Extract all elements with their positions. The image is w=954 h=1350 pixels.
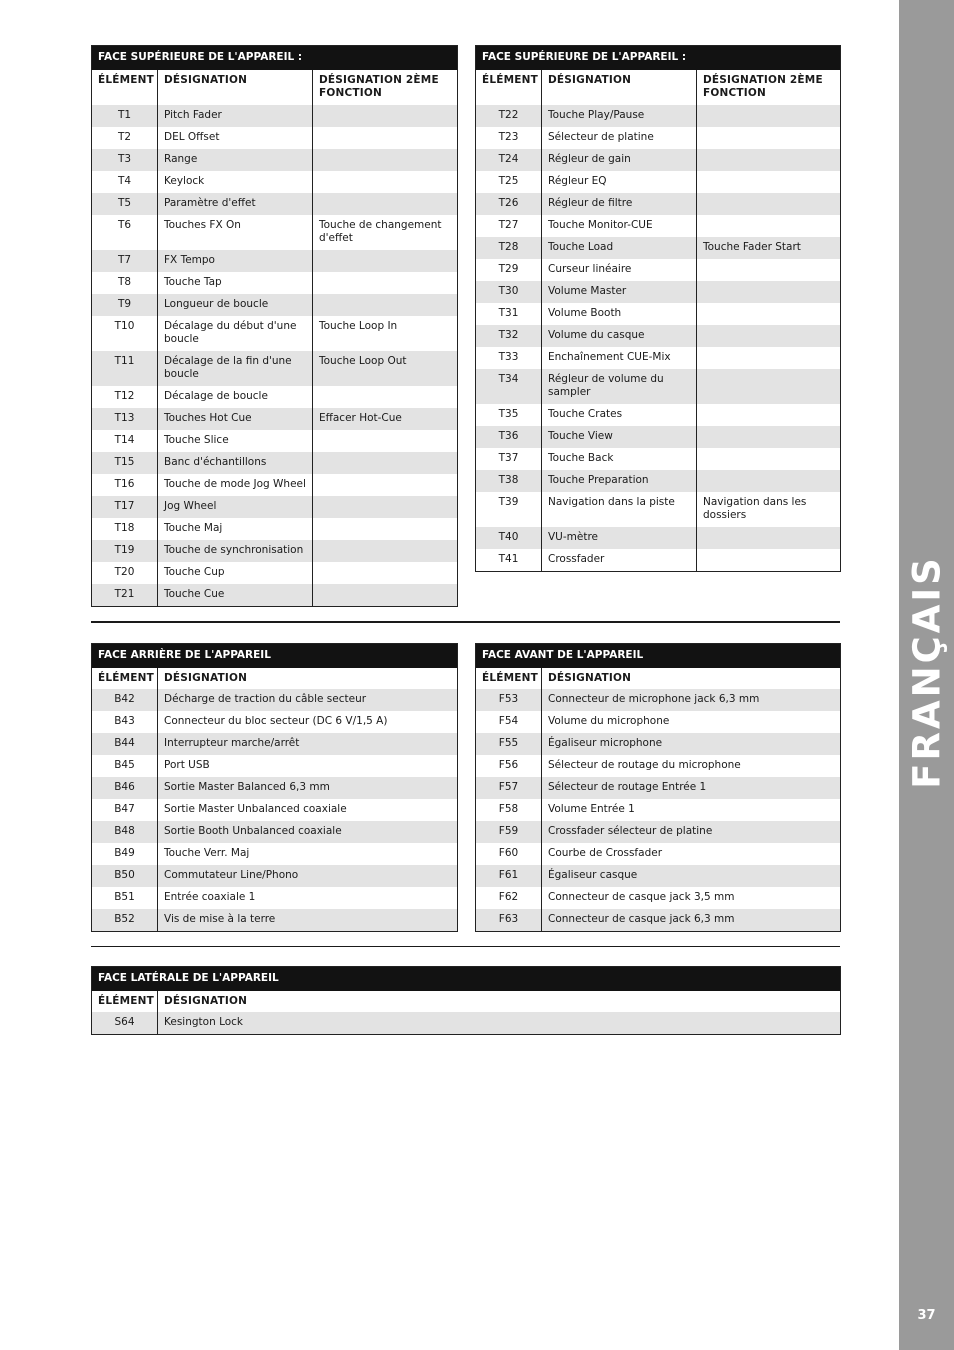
column-header-designation: DÉSIGNATION <box>158 668 458 690</box>
second-function-cell <box>697 369 841 404</box>
table-row <box>476 865 841 887</box>
element-cell: T16 <box>92 474 158 496</box>
designation-cell: Décalage de la fin d'une boucle <box>158 351 313 386</box>
element-cell: T33 <box>476 347 542 369</box>
table-row <box>92 909 458 932</box>
designation-cell: Volume du casque <box>542 325 697 347</box>
top-face-table-left <box>91 45 458 607</box>
table-row <box>476 909 841 932</box>
table-row <box>92 584 458 607</box>
table-row <box>476 711 841 733</box>
second-function-cell <box>313 294 458 316</box>
table-row <box>92 865 458 887</box>
table-title-row <box>92 46 458 70</box>
designation-cell: Paramètre d'effet <box>158 193 313 215</box>
element-cell: T8 <box>92 272 158 294</box>
element-cell: B49 <box>92 843 158 865</box>
element-cell: T38 <box>476 470 542 492</box>
designation-cell: Sélecteur de platine <box>542 127 697 149</box>
table-row <box>92 777 458 799</box>
second-function-cell <box>313 272 458 294</box>
element-cell: T26 <box>476 193 542 215</box>
second-function-cell <box>313 452 458 474</box>
section-divider <box>91 621 840 623</box>
table-row <box>92 294 458 316</box>
column-header-designation: DÉSIGNATION <box>158 991 841 1013</box>
designation-cell: Volume du microphone <box>542 711 841 733</box>
second-function-cell: Effacer Hot-Cue <box>313 408 458 430</box>
designation-cell: Pitch Fader <box>158 105 313 127</box>
element-cell: T6 <box>92 215 158 250</box>
column-header-designation: DÉSIGNATION <box>158 70 313 105</box>
designation-cell: Sortie Master Balanced 6,3 mm <box>158 777 458 799</box>
designation-cell: Connecteur de casque jack 6,3 mm <box>542 909 841 932</box>
element-cell: B52 <box>92 909 158 932</box>
element-cell: T12 <box>92 386 158 408</box>
table-title-row <box>92 644 458 668</box>
second-function-cell <box>313 584 458 607</box>
second-function-cell <box>697 259 841 281</box>
element-cell: F60 <box>476 843 542 865</box>
designation-cell: Longueur de boucle <box>158 294 313 316</box>
second-function-cell <box>313 562 458 584</box>
designation-cell: Touche Crates <box>542 404 697 426</box>
designation-cell: Sélecteur de routage Entrée 1 <box>542 777 841 799</box>
table-title-row <box>92 967 841 991</box>
second-function-cell <box>313 496 458 518</box>
designation-cell: Touche Back <box>542 448 697 470</box>
element-cell: T10 <box>92 316 158 351</box>
column-header-element: ÉLÉMENT <box>92 668 158 690</box>
table-row <box>92 711 458 733</box>
table-row <box>476 492 841 527</box>
designation-cell: Régleur de gain <box>542 149 697 171</box>
table-title-row <box>476 644 841 668</box>
rear-face-table <box>91 643 458 932</box>
designation-cell: Sortie Master Unbalanced coaxiale <box>158 799 458 821</box>
element-cell: T1 <box>92 105 158 127</box>
table-row <box>476 237 841 259</box>
element-cell: T41 <box>476 549 542 572</box>
table-row <box>476 281 841 303</box>
table-title: FACE SUPÉRIEURE DE L'APPAREIL : <box>476 46 841 70</box>
second-function-cell: Navigation dans les dossiers <box>697 492 841 527</box>
second-function-cell <box>697 281 841 303</box>
table-row <box>92 562 458 584</box>
second-function-cell: Touche Loop Out <box>313 351 458 386</box>
second-function-cell <box>313 149 458 171</box>
element-cell: T11 <box>92 351 158 386</box>
element-cell: T9 <box>92 294 158 316</box>
table-row <box>92 105 458 127</box>
table-row <box>92 316 458 351</box>
table-title: FACE ARRIÈRE DE L'APPAREIL <box>92 644 458 668</box>
designation-cell: Curseur linéaire <box>542 259 697 281</box>
table-row <box>92 149 458 171</box>
table-row <box>476 325 841 347</box>
page-number: 37 <box>917 1308 936 1323</box>
column-header-element: ÉLÉMENT <box>92 70 158 105</box>
designation-cell: Crossfader <box>542 549 697 572</box>
table-row <box>476 887 841 909</box>
element-cell: T24 <box>476 149 542 171</box>
designation-cell: Navigation dans la piste <box>542 492 697 527</box>
designation-cell: Entrée coaxiale 1 <box>158 887 458 909</box>
designation-cell: Keylock <box>158 171 313 193</box>
second-function-cell <box>313 430 458 452</box>
table-title-row <box>476 46 841 70</box>
designation-cell: Touche de synchronisation <box>158 540 313 562</box>
element-cell: T25 <box>476 171 542 193</box>
element-cell: S64 <box>92 1012 158 1035</box>
designation-cell: Volume Booth <box>542 303 697 325</box>
table-row <box>476 733 841 755</box>
designation-cell: Touche Slice <box>158 430 313 452</box>
designation-cell: Décalage du début d'une boucle <box>158 316 313 351</box>
table-row <box>476 843 841 865</box>
language-label: FRANÇAIS <box>905 555 949 789</box>
designation-cell: Crossfader sélecteur de platine <box>542 821 841 843</box>
element-cell: T31 <box>476 303 542 325</box>
element-cell: T19 <box>92 540 158 562</box>
second-function-cell <box>313 474 458 496</box>
second-function-cell <box>313 127 458 149</box>
element-cell: B50 <box>92 865 158 887</box>
designation-cell: Jog Wheel <box>158 496 313 518</box>
table-row <box>476 799 841 821</box>
table-row <box>476 215 841 237</box>
table-row <box>476 303 841 325</box>
designation-cell: Touches Hot Cue <box>158 408 313 430</box>
second-function-cell <box>697 215 841 237</box>
element-cell: F54 <box>476 711 542 733</box>
designation-cell: Touche Play/Pause <box>542 105 697 127</box>
second-function-cell <box>313 540 458 562</box>
element-cell: T30 <box>476 281 542 303</box>
second-function-cell <box>697 470 841 492</box>
designation-cell: FX Tempo <box>158 250 313 272</box>
table-row <box>476 426 841 448</box>
second-function-cell <box>697 127 841 149</box>
designation-cell: VU-mètre <box>542 527 697 549</box>
column-header-element: ÉLÉMENT <box>92 991 158 1013</box>
designation-cell: Connecteur de casque jack 3,5 mm <box>542 887 841 909</box>
table-row <box>92 430 458 452</box>
designation-cell: Régleur EQ <box>542 171 697 193</box>
designation-cell: Interrupteur marche/arrêt <box>158 733 458 755</box>
table-row <box>92 408 458 430</box>
second-function-cell <box>697 149 841 171</box>
table-row <box>476 105 841 127</box>
element-cell: T22 <box>476 105 542 127</box>
designation-cell: Égaliseur microphone <box>542 733 841 755</box>
table-row <box>476 470 841 492</box>
column-header-element: ÉLÉMENT <box>476 70 542 105</box>
second-function-cell <box>697 105 841 127</box>
designation-cell: Port USB <box>158 755 458 777</box>
second-function-cell <box>697 448 841 470</box>
column-header-designation: DÉSIGNATION <box>542 70 697 105</box>
element-cell: T5 <box>92 193 158 215</box>
second-function-cell: Touche de changement d'effet <box>313 215 458 250</box>
table-row <box>92 193 458 215</box>
element-cell: T3 <box>92 149 158 171</box>
designation-cell: Touche Tap <box>158 272 313 294</box>
table-title: FACE LATÉRALE DE L'APPAREIL <box>92 967 841 991</box>
designation-cell: Touche Preparation <box>542 470 697 492</box>
element-cell: T32 <box>476 325 542 347</box>
table-row <box>476 821 841 843</box>
front-face-table <box>475 643 841 932</box>
designation-cell: Vis de mise à la terre <box>158 909 458 932</box>
designation-cell: Enchaînement CUE-Mix <box>542 347 697 369</box>
table-row <box>476 127 841 149</box>
designation-cell: Volume Master <box>542 281 697 303</box>
element-cell: T28 <box>476 237 542 259</box>
designation-cell: Touche Maj <box>158 518 313 540</box>
designation-cell: Commutateur Line/Phono <box>158 865 458 887</box>
element-cell: T27 <box>476 215 542 237</box>
element-cell: F63 <box>476 909 542 932</box>
table-row <box>476 149 841 171</box>
element-cell: F57 <box>476 777 542 799</box>
second-function-cell <box>697 171 841 193</box>
designation-cell: Connecteur de microphone jack 6,3 mm <box>542 689 841 711</box>
element-cell: B43 <box>92 711 158 733</box>
table-row <box>476 171 841 193</box>
table-header-row <box>92 991 841 1013</box>
designation-cell: Décalage de boucle <box>158 386 313 408</box>
table-row <box>92 733 458 755</box>
second-function-cell <box>697 193 841 215</box>
designation-cell: Touche Load <box>542 237 697 259</box>
second-function-cell <box>697 426 841 448</box>
element-cell: T39 <box>476 492 542 527</box>
table-row <box>92 452 458 474</box>
table-row <box>476 755 841 777</box>
table-row <box>92 540 458 562</box>
designation-cell: Touche Monitor-CUE <box>542 215 697 237</box>
element-cell: T13 <box>92 408 158 430</box>
element-cell: F56 <box>476 755 542 777</box>
table-row <box>92 1012 841 1035</box>
element-cell: B46 <box>92 777 158 799</box>
table-row <box>92 215 458 250</box>
second-function-cell <box>313 250 458 272</box>
element-cell: B47 <box>92 799 158 821</box>
table-row <box>92 799 458 821</box>
element-cell: T40 <box>476 527 542 549</box>
designation-cell: Touche Cup <box>158 562 313 584</box>
designation-cell: Sélecteur de routage du microphone <box>542 755 841 777</box>
column-header-second-function: DÉSIGNATION 2ÈME FONCTION <box>313 70 458 105</box>
section-divider <box>91 946 840 947</box>
top-face-table-right <box>475 45 841 572</box>
designation-cell: Banc d'échantillons <box>158 452 313 474</box>
element-cell: F58 <box>476 799 542 821</box>
table-header-row <box>92 668 458 690</box>
element-cell: B45 <box>92 755 158 777</box>
table-row <box>92 474 458 496</box>
element-cell: T17 <box>92 496 158 518</box>
table-title: FACE AVANT DE L'APPAREIL <box>476 644 841 668</box>
element-cell: T7 <box>92 250 158 272</box>
second-function-cell <box>697 325 841 347</box>
side-face-table <box>91 966 841 1035</box>
designation-cell: Sortie Booth Unbalanced coaxiale <box>158 821 458 843</box>
second-function-cell <box>697 347 841 369</box>
second-function-cell <box>313 105 458 127</box>
table-row <box>476 259 841 281</box>
table-row <box>92 351 458 386</box>
designation-cell: Régleur de filtre <box>542 193 697 215</box>
designation-cell: Touche Verr. Maj <box>158 843 458 865</box>
element-cell: T36 <box>476 426 542 448</box>
table-row <box>92 127 458 149</box>
element-cell: B48 <box>92 821 158 843</box>
designation-cell: Courbe de Crossfader <box>542 843 841 865</box>
element-cell: T29 <box>476 259 542 281</box>
column-header-element: ÉLÉMENT <box>476 668 542 690</box>
element-cell: T14 <box>92 430 158 452</box>
second-function-cell <box>697 549 841 572</box>
table-row <box>92 496 458 518</box>
second-function-cell <box>697 404 841 426</box>
element-cell: T4 <box>92 171 158 193</box>
designation-cell: Régleur de volume du sampler <box>542 369 697 404</box>
table-row <box>476 777 841 799</box>
table-row <box>92 887 458 909</box>
table-row <box>92 272 458 294</box>
second-function-cell <box>313 386 458 408</box>
table-header-row <box>92 70 458 105</box>
designation-cell: Égaliseur casque <box>542 865 841 887</box>
element-cell: F55 <box>476 733 542 755</box>
table-row <box>476 527 841 549</box>
table-row <box>92 386 458 408</box>
element-cell: T34 <box>476 369 542 404</box>
element-cell: B44 <box>92 733 158 755</box>
table-row <box>476 369 841 404</box>
element-cell: B51 <box>92 887 158 909</box>
column-header-designation: DÉSIGNATION <box>542 668 841 690</box>
table-title: FACE SUPÉRIEURE DE L'APPAREIL : <box>92 46 458 70</box>
second-function-cell <box>313 193 458 215</box>
element-cell: B42 <box>92 689 158 711</box>
table-row <box>92 689 458 711</box>
element-cell: T23 <box>476 127 542 149</box>
second-function-cell <box>313 171 458 193</box>
table-row <box>476 448 841 470</box>
element-cell: T15 <box>92 452 158 474</box>
table-row <box>476 193 841 215</box>
table-row <box>92 518 458 540</box>
second-function-cell <box>313 518 458 540</box>
element-cell: T37 <box>476 448 542 470</box>
designation-cell: Touche de mode Jog Wheel <box>158 474 313 496</box>
element-cell: T18 <box>92 518 158 540</box>
table-row <box>476 347 841 369</box>
element-cell: T20 <box>92 562 158 584</box>
second-function-cell: Touche Loop In <box>313 316 458 351</box>
table-header-row <box>476 668 841 690</box>
second-function-cell <box>697 527 841 549</box>
column-header-second-function: DÉSIGNATION 2ÈME FONCTION <box>697 70 841 105</box>
designation-cell: Volume Entrée 1 <box>542 799 841 821</box>
element-cell: F61 <box>476 865 542 887</box>
element-cell: F53 <box>476 689 542 711</box>
element-cell: T2 <box>92 127 158 149</box>
table-row <box>92 843 458 865</box>
element-cell: T35 <box>476 404 542 426</box>
element-cell: F62 <box>476 887 542 909</box>
table-row <box>92 171 458 193</box>
designation-cell: Touche View <box>542 426 697 448</box>
table-row <box>476 404 841 426</box>
designation-cell: Kesington Lock <box>158 1012 841 1035</box>
table-row <box>476 689 841 711</box>
table-header-row <box>476 70 841 105</box>
designation-cell: Décharge de traction du câble secteur <box>158 689 458 711</box>
table-row <box>476 549 841 572</box>
element-cell: F59 <box>476 821 542 843</box>
table-row <box>92 821 458 843</box>
designation-cell: Touches FX On <box>158 215 313 250</box>
element-cell: T21 <box>92 584 158 607</box>
table-row <box>92 755 458 777</box>
designation-cell: Touche Cue <box>158 584 313 607</box>
second-function-cell <box>697 303 841 325</box>
designation-cell: Range <box>158 149 313 171</box>
table-row <box>92 250 458 272</box>
second-function-cell: Touche Fader Start <box>697 237 841 259</box>
designation-cell: DEL Offset <box>158 127 313 149</box>
designation-cell: Connecteur du bloc secteur (DC 6 V/1,5 A) <box>158 711 458 733</box>
